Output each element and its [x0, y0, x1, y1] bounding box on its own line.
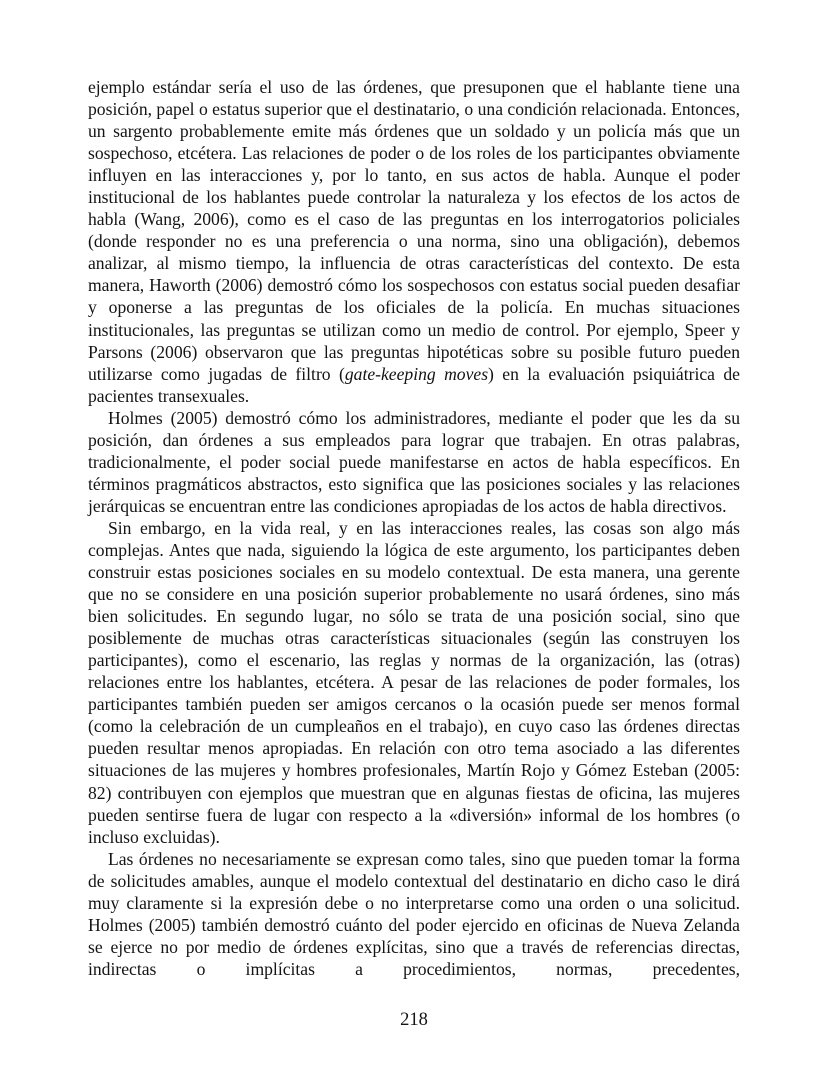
paragraph-4: Las órdenes no necesariamente se expresan como tales, sino que pueden tomar la forma de solicitudes amables, aunque el modelo contextual del destinatario en dicho caso le dirá muy claramente si la expresión debe o no interpretarse como una orden o una solicitud. Holmes (2005) también demostró cuánto del poder ejercido en oficinas de Nueva Zelanda se ejerce no por medio de órdenes explícitas, sino que a través de referencias directas, indirectas o implícitas a procedimientos, normas, precedentes,: [88, 848, 740, 979]
paragraph-1: [88, 76, 740, 407]
body-text-column: [88, 76, 740, 980]
paragraph-1-text-after-italic: ) en la evaluación psiquiátrica de pacientes transexuales.: [88, 363, 740, 406]
paragraph-2: Holmes (2005) demostró cómo los administradores, mediante el poder que les da su posición, dan órdenes a sus empleados para lograr que trabajen. En otras palabras, tradicionalmente, el poder social puede manifestarse en actos de habla específicos. En términos pragmáticos abstractos, esto significa que las posiciones sociales y las relaciones jerárquicas se encuentran entre las condiciones apropiadas de los actos de habla directivos.: [88, 407, 740, 516]
paragraph-1-text-before-italic: ejemplo estándar sería el uso de las órdenes, que presuponen que el hablante tiene una posición, papel o estatus superior que el destinatario, o una condición relacionada. Entonces, un sargento probablemente emite más órdenes que un soldado y un policía más que un sospechoso, etcétera. Las relaciones de poder o de los roles de los participantes obviamente influyen en las interacciones y, por lo tanto, en sus actos de habla. Aunque el poder institucional de los hablantes puede controlar la naturaleza y los efectos de los actos de habla (Wang, 2006), como es el caso de las preguntas en los interrogatorios policiales (donde responder no es una preferencia o una norma, sino una obligación), debemos analizar, al mismo tiempo, la influencia de otras características del contexto. De esta manera, Haworth (2006) demostró cómo los sospechosos con estatus social pueden desafiar y oponerse a las preguntas de los oficiales de la policía. En muchas situaciones institucionales, las preguntas se utilizan como un medio de control. Por ejemplo, Speer y Parsons (2006) observaron que las preguntas hipotéticas sobre su posible futuro pueden utilizarse como jugadas de filtro (: [88, 77, 740, 384]
paragraph-1-italic-phrase: gate-keeping moves: [344, 363, 489, 384]
paragraph-3: Sin embargo, en la vida real, y en las interacciones reales, las cosas son algo más complejas. Antes que nada, siguiendo la lógica de este argumento, los participantes deben construir estas posiciones sociales en su modelo contextual. De esta manera, una gerente que no se considere en una posición superior probablemente no usará órdenes, sino más bien solicitudes. En segundo lugar, no sólo se trata de una posición social, sino que posiblemente de muchas otras características situacionales (según las construyen los participantes), como el escenario, las reglas y normas de la organización, las (otras) relaciones entre los hablantes, etcétera. A pesar de las relaciones de poder formales, los participantes también pueden ser amigos cercanos o la ocasión puede ser menos formal (como la celebración de un cumpleaños en el trabajo), en cuyo caso las órdenes directas pueden resultar menos apropiadas. En relación con otro tema asociado a las diferentes situaciones de las mujeres y hombres profesionales, Martín Rojo y Gómez Esteban (2005: 82) contribuyen con ejemplos que muestran que en algunas fiestas de oficina, las mujeres pueden sentirse fuera de lugar con respecto a la «diversión» informal de los hombres (o incluso excluidas).: [88, 517, 740, 847]
page-number: 218: [400, 1010, 428, 1030]
